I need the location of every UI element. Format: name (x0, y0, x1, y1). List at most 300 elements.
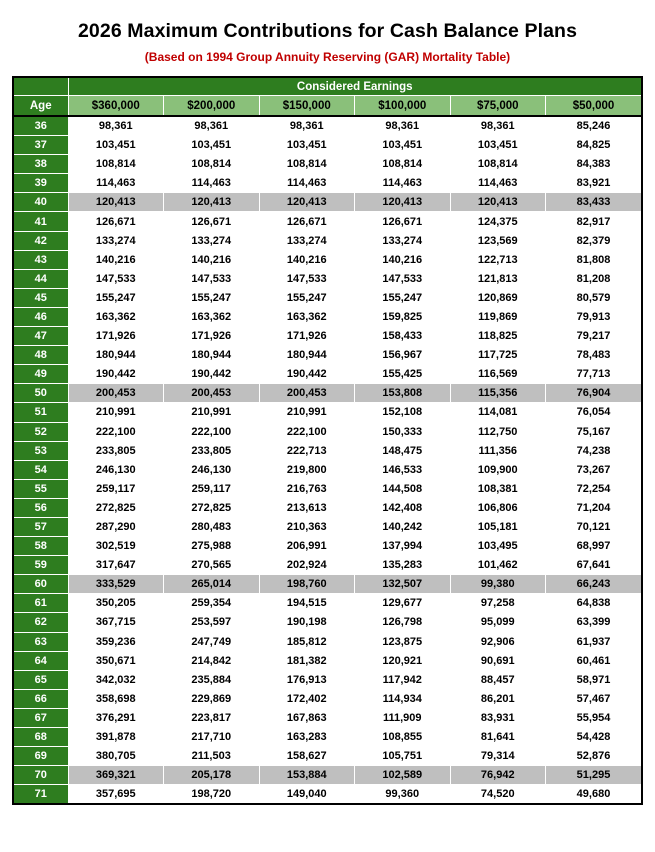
age-cell: 49 (14, 365, 68, 384)
contribution-cell: 359,236 (68, 632, 164, 651)
contribution-cell: 270,565 (164, 556, 260, 575)
contribution-cell: 114,463 (164, 174, 260, 193)
contribution-cell: 217,710 (164, 728, 260, 747)
age-cell: 69 (14, 747, 68, 766)
contribution-cell: 180,944 (259, 346, 355, 365)
contribution-cell: 171,926 (164, 327, 260, 346)
contribution-cell: 79,314 (450, 747, 546, 766)
contribution-cell: 233,805 (164, 441, 260, 460)
contribution-cell: 148,475 (355, 441, 451, 460)
contribution-cell: 163,362 (259, 307, 355, 326)
contributions-table (14, 78, 641, 803)
table-row (14, 728, 641, 747)
contribution-cell: 176,913 (259, 670, 355, 689)
contribution-cell: 200,453 (68, 384, 164, 403)
contribution-cell: 97,258 (450, 594, 546, 613)
contribution-cell: 376,291 (68, 708, 164, 727)
contribution-cell: 133,274 (355, 231, 451, 250)
contribution-cell: 85,246 (546, 116, 642, 136)
contribution-cell: 114,463 (259, 174, 355, 193)
age-cell: 57 (14, 517, 68, 536)
contribution-cell: 106,806 (450, 498, 546, 517)
header-col-100000: $100,000 (355, 96, 451, 117)
contribution-cell: 63,399 (546, 613, 642, 632)
contribution-cell: 98,361 (164, 116, 260, 136)
table-row (14, 288, 641, 307)
contribution-cell: 287,290 (68, 517, 164, 536)
contribution-cell: 111,356 (450, 441, 546, 460)
age-cell: 60 (14, 575, 68, 594)
contribution-cell: 155,425 (355, 365, 451, 384)
table-header (14, 78, 641, 116)
header-corner-blank (14, 78, 68, 96)
contribution-cell: 132,507 (355, 575, 451, 594)
contribution-cell: 147,533 (259, 269, 355, 288)
contribution-cell: 190,442 (164, 365, 260, 384)
contribution-cell: 259,117 (164, 479, 260, 498)
table-row (14, 785, 641, 804)
age-cell: 52 (14, 422, 68, 441)
contribution-cell: 222,100 (259, 422, 355, 441)
contribution-cell: 60,461 (546, 651, 642, 670)
age-cell: 40 (14, 193, 68, 212)
contribution-cell: 120,413 (355, 193, 451, 212)
contribution-cell: 126,671 (355, 212, 451, 231)
contribution-cell: 144,508 (355, 479, 451, 498)
contribution-cell: 253,597 (164, 613, 260, 632)
contribution-cell: 83,433 (546, 193, 642, 212)
contribution-cell: 122,713 (450, 250, 546, 269)
table-row (14, 193, 641, 212)
contribution-cell: 302,519 (68, 537, 164, 556)
contribution-cell: 70,121 (546, 517, 642, 536)
age-cell: 38 (14, 155, 68, 174)
contributions-table-wrapper (12, 76, 643, 805)
contribution-cell: 81,641 (450, 728, 546, 747)
table-row (14, 594, 641, 613)
contribution-cell: 155,247 (355, 288, 451, 307)
contribution-cell: 108,814 (450, 155, 546, 174)
age-cell: 41 (14, 212, 68, 231)
contribution-cell: 115,356 (450, 384, 546, 403)
contribution-cell: 163,362 (68, 307, 164, 326)
contribution-cell: 76,054 (546, 403, 642, 422)
contribution-cell: 111,909 (355, 708, 451, 727)
contribution-cell: 200,453 (164, 384, 260, 403)
table-body (14, 116, 641, 803)
age-cell: 53 (14, 441, 68, 460)
table-row (14, 479, 641, 498)
table-row (14, 613, 641, 632)
age-cell: 66 (14, 689, 68, 708)
contribution-cell: 123,875 (355, 632, 451, 651)
contribution-cell: 149,040 (259, 785, 355, 804)
contribution-cell: 77,713 (546, 365, 642, 384)
contribution-cell: 117,942 (355, 670, 451, 689)
age-cell: 55 (14, 479, 68, 498)
contribution-cell: 133,274 (164, 231, 260, 250)
contribution-cell: 211,503 (164, 747, 260, 766)
contribution-cell: 140,216 (355, 250, 451, 269)
contribution-cell: 79,217 (546, 327, 642, 346)
age-cell: 63 (14, 632, 68, 651)
contribution-cell: 163,362 (164, 307, 260, 326)
contribution-cell: 272,825 (164, 498, 260, 517)
contribution-cell: 233,805 (68, 441, 164, 460)
contribution-cell: 317,647 (68, 556, 164, 575)
contribution-cell: 200,453 (259, 384, 355, 403)
contribution-cell: 74,520 (450, 785, 546, 804)
contribution-cell: 140,216 (68, 250, 164, 269)
contribution-cell: 172,402 (259, 689, 355, 708)
contribution-cell: 95,099 (450, 613, 546, 632)
age-cell: 44 (14, 269, 68, 288)
contribution-cell: 86,201 (450, 689, 546, 708)
contribution-cell: 214,842 (164, 651, 260, 670)
contribution-cell: 135,283 (355, 556, 451, 575)
contribution-cell: 357,695 (68, 785, 164, 804)
contribution-cell: 223,817 (164, 708, 260, 727)
table-row (14, 174, 641, 193)
contribution-cell: 123,569 (450, 231, 546, 250)
table-row (14, 116, 641, 136)
contribution-cell: 155,247 (164, 288, 260, 307)
contribution-cell: 171,926 (68, 327, 164, 346)
table-row (14, 136, 641, 155)
contribution-cell: 83,931 (450, 708, 546, 727)
age-cell: 37 (14, 136, 68, 155)
contribution-cell: 342,032 (68, 670, 164, 689)
age-cell: 47 (14, 327, 68, 346)
contribution-cell: 167,863 (259, 708, 355, 727)
contribution-cell: 108,855 (355, 728, 451, 747)
contribution-cell: 206,991 (259, 537, 355, 556)
contribution-cell: 72,254 (546, 479, 642, 498)
contribution-cell: 114,081 (450, 403, 546, 422)
contribution-cell: 124,375 (450, 212, 546, 231)
contribution-cell: 103,495 (450, 537, 546, 556)
contribution-cell: 222,713 (259, 441, 355, 460)
contribution-cell: 210,363 (259, 517, 355, 536)
age-cell: 50 (14, 384, 68, 403)
contribution-cell: 126,671 (164, 212, 260, 231)
table-row (14, 575, 641, 594)
contribution-cell: 58,971 (546, 670, 642, 689)
contribution-cell: 99,360 (355, 785, 451, 804)
contribution-cell: 76,942 (450, 766, 546, 785)
contribution-cell: 147,533 (355, 269, 451, 288)
contribution-cell: 116,569 (450, 365, 546, 384)
contribution-cell: 52,876 (546, 747, 642, 766)
contribution-cell: 246,130 (164, 460, 260, 479)
contribution-cell: 272,825 (68, 498, 164, 517)
contribution-cell: 171,926 (259, 327, 355, 346)
age-cell: 70 (14, 766, 68, 785)
contribution-cell: 120,413 (450, 193, 546, 212)
table-row (14, 556, 641, 575)
contribution-cell: 129,677 (355, 594, 451, 613)
contribution-cell: 99,380 (450, 575, 546, 594)
contribution-cell: 190,198 (259, 613, 355, 632)
table-row (14, 747, 641, 766)
contribution-cell: 133,274 (259, 231, 355, 250)
age-cell: 56 (14, 498, 68, 517)
table-header-group-row (14, 78, 641, 96)
contribution-cell: 92,906 (450, 632, 546, 651)
contribution-cell: 194,515 (259, 594, 355, 613)
contribution-cell: 190,442 (68, 365, 164, 384)
contribution-cell: 153,808 (355, 384, 451, 403)
contribution-cell: 142,408 (355, 498, 451, 517)
contribution-cell: 126,671 (259, 212, 355, 231)
header-considered-earnings: Considered Earnings (68, 78, 641, 96)
table-row (14, 403, 641, 422)
contribution-cell: 275,988 (164, 537, 260, 556)
contribution-cell: 103,451 (259, 136, 355, 155)
header-col-200000: $200,000 (164, 96, 260, 117)
contribution-cell: 98,361 (450, 116, 546, 136)
age-cell: 71 (14, 785, 68, 804)
contribution-cell: 120,413 (164, 193, 260, 212)
contribution-cell: 54,428 (546, 728, 642, 747)
contribution-cell: 112,750 (450, 422, 546, 441)
contribution-cell: 98,361 (68, 116, 164, 136)
table-row (14, 250, 641, 269)
contribution-cell: 213,613 (259, 498, 355, 517)
age-cell: 48 (14, 346, 68, 365)
contribution-cell: 259,354 (164, 594, 260, 613)
header-col-150000: $150,000 (259, 96, 355, 117)
contribution-cell: 147,533 (68, 269, 164, 288)
contribution-cell: 153,884 (259, 766, 355, 785)
contribution-cell: 350,671 (68, 651, 164, 670)
table-row (14, 346, 641, 365)
contribution-cell: 265,014 (164, 575, 260, 594)
table-row (14, 365, 641, 384)
contribution-cell: 259,117 (68, 479, 164, 498)
contribution-cell: 80,579 (546, 288, 642, 307)
contribution-cell: 103,451 (164, 136, 260, 155)
contribution-cell: 146,533 (355, 460, 451, 479)
age-cell: 39 (14, 174, 68, 193)
contribution-cell: 78,483 (546, 346, 642, 365)
contribution-cell: 114,934 (355, 689, 451, 708)
contribution-cell: 57,467 (546, 689, 642, 708)
contribution-cell: 229,869 (164, 689, 260, 708)
contribution-cell: 367,715 (68, 613, 164, 632)
table-row (14, 307, 641, 326)
contribution-cell: 55,954 (546, 708, 642, 727)
age-cell: 54 (14, 460, 68, 479)
contribution-cell: 84,825 (546, 136, 642, 155)
contribution-cell: 350,205 (68, 594, 164, 613)
table-row (14, 537, 641, 556)
contribution-cell: 76,904 (546, 384, 642, 403)
table-row (14, 632, 641, 651)
contribution-cell: 163,283 (259, 728, 355, 747)
document-page (0, 20, 655, 852)
contribution-cell: 205,178 (164, 766, 260, 785)
contribution-cell: 103,451 (355, 136, 451, 155)
contribution-cell: 83,921 (546, 174, 642, 193)
contribution-cell: 210,991 (164, 403, 260, 422)
contribution-cell: 155,247 (259, 288, 355, 307)
contribution-cell: 391,878 (68, 728, 164, 747)
contribution-cell: 152,108 (355, 403, 451, 422)
contribution-cell: 120,869 (450, 288, 546, 307)
table-row (14, 689, 641, 708)
contribution-cell: 114,463 (450, 174, 546, 193)
contribution-cell: 82,379 (546, 231, 642, 250)
contribution-cell: 98,361 (355, 116, 451, 136)
table-row (14, 766, 641, 785)
age-cell: 67 (14, 708, 68, 727)
contribution-cell: 51,295 (546, 766, 642, 785)
contribution-cell: 117,725 (450, 346, 546, 365)
contribution-cell: 120,413 (259, 193, 355, 212)
age-cell: 65 (14, 670, 68, 689)
contribution-cell: 108,814 (355, 155, 451, 174)
contribution-cell: 333,529 (68, 575, 164, 594)
contribution-cell: 235,884 (164, 670, 260, 689)
contribution-cell: 147,533 (164, 269, 260, 288)
contribution-cell: 156,967 (355, 346, 451, 365)
header-age: Age (14, 96, 68, 117)
contribution-cell: 119,869 (450, 307, 546, 326)
contribution-cell: 369,321 (68, 766, 164, 785)
contribution-cell: 66,243 (546, 575, 642, 594)
contribution-cell: 358,698 (68, 689, 164, 708)
age-cell: 68 (14, 728, 68, 747)
contribution-cell: 109,900 (450, 460, 546, 479)
contribution-cell: 102,589 (355, 766, 451, 785)
contribution-cell: 114,463 (68, 174, 164, 193)
contribution-cell: 246,130 (68, 460, 164, 479)
contribution-cell: 108,814 (164, 155, 260, 174)
contribution-cell: 64,838 (546, 594, 642, 613)
table-row (14, 155, 641, 174)
table-row (14, 517, 641, 536)
contribution-cell: 82,917 (546, 212, 642, 231)
table-row (14, 384, 641, 403)
age-cell: 46 (14, 307, 68, 326)
contribution-cell: 84,383 (546, 155, 642, 174)
contribution-cell: 140,216 (259, 250, 355, 269)
contribution-cell: 88,457 (450, 670, 546, 689)
age-cell: 36 (14, 116, 68, 136)
contribution-cell: 150,333 (355, 422, 451, 441)
contribution-cell: 121,813 (450, 269, 546, 288)
table-row (14, 422, 641, 441)
table-row (14, 460, 641, 479)
contribution-cell: 103,451 (450, 136, 546, 155)
age-cell: 58 (14, 537, 68, 556)
table-row (14, 269, 641, 288)
table-row (14, 327, 641, 346)
contribution-cell: 114,463 (355, 174, 451, 193)
table-row (14, 651, 641, 670)
contribution-cell: 98,361 (259, 116, 355, 136)
age-cell: 45 (14, 288, 68, 307)
contribution-cell: 216,763 (259, 479, 355, 498)
contribution-cell: 68,997 (546, 537, 642, 556)
contribution-cell: 180,944 (68, 346, 164, 365)
table-row (14, 212, 641, 231)
contribution-cell: 155,247 (68, 288, 164, 307)
contribution-cell: 137,994 (355, 537, 451, 556)
contribution-cell: 73,267 (546, 460, 642, 479)
contribution-cell: 159,825 (355, 307, 451, 326)
contribution-cell: 140,216 (164, 250, 260, 269)
contribution-cell: 49,680 (546, 785, 642, 804)
header-col-360000: $360,000 (68, 96, 164, 117)
header-col-75000: $75,000 (450, 96, 546, 117)
contribution-cell: 202,924 (259, 556, 355, 575)
contribution-cell: 181,382 (259, 651, 355, 670)
contribution-cell: 74,238 (546, 441, 642, 460)
contribution-cell: 118,825 (450, 327, 546, 346)
age-cell: 42 (14, 231, 68, 250)
contribution-cell: 67,641 (546, 556, 642, 575)
contribution-cell: 247,749 (164, 632, 260, 651)
table-row (14, 231, 641, 250)
contribution-cell: 90,691 (450, 651, 546, 670)
contribution-cell: 105,181 (450, 517, 546, 536)
age-cell: 43 (14, 250, 68, 269)
age-cell: 62 (14, 613, 68, 632)
contribution-cell: 81,208 (546, 269, 642, 288)
contribution-cell: 280,483 (164, 517, 260, 536)
page-subtitle: (Based on 1994 Group Annuity Reserving (GAR) Mortality Table) (144, 50, 511, 64)
age-cell: 61 (14, 594, 68, 613)
contribution-cell: 126,798 (355, 613, 451, 632)
table-row (14, 498, 641, 517)
contribution-cell: 120,413 (68, 193, 164, 212)
contribution-cell: 105,751 (355, 747, 451, 766)
contribution-cell: 190,442 (259, 365, 355, 384)
contribution-cell: 210,991 (68, 403, 164, 422)
contribution-cell: 222,100 (164, 422, 260, 441)
contribution-cell: 120,921 (355, 651, 451, 670)
table-row (14, 441, 641, 460)
age-cell: 64 (14, 651, 68, 670)
contribution-cell: 103,451 (68, 136, 164, 155)
contribution-cell: 75,167 (546, 422, 642, 441)
contribution-cell: 210,991 (259, 403, 355, 422)
contribution-cell: 108,381 (450, 479, 546, 498)
contribution-cell: 71,204 (546, 498, 642, 517)
contribution-cell: 101,462 (450, 556, 546, 575)
contribution-cell: 222,100 (68, 422, 164, 441)
contribution-cell: 108,814 (259, 155, 355, 174)
contribution-cell: 180,944 (164, 346, 260, 365)
table-row (14, 708, 641, 727)
table-header-columns-row (14, 96, 641, 117)
contribution-cell: 79,913 (546, 307, 642, 326)
contribution-cell: 198,760 (259, 575, 355, 594)
contribution-cell: 185,812 (259, 632, 355, 651)
contribution-cell: 108,814 (68, 155, 164, 174)
table-row (14, 670, 641, 689)
page-title: 2026 Maximum Contributions for Cash Balance Plans (77, 20, 578, 42)
contribution-cell: 198,720 (164, 785, 260, 804)
header-col-50000: $50,000 (546, 96, 642, 117)
contribution-cell: 219,800 (259, 460, 355, 479)
age-cell: 59 (14, 556, 68, 575)
contribution-cell: 126,671 (68, 212, 164, 231)
age-cell: 51 (14, 403, 68, 422)
contribution-cell: 158,627 (259, 747, 355, 766)
